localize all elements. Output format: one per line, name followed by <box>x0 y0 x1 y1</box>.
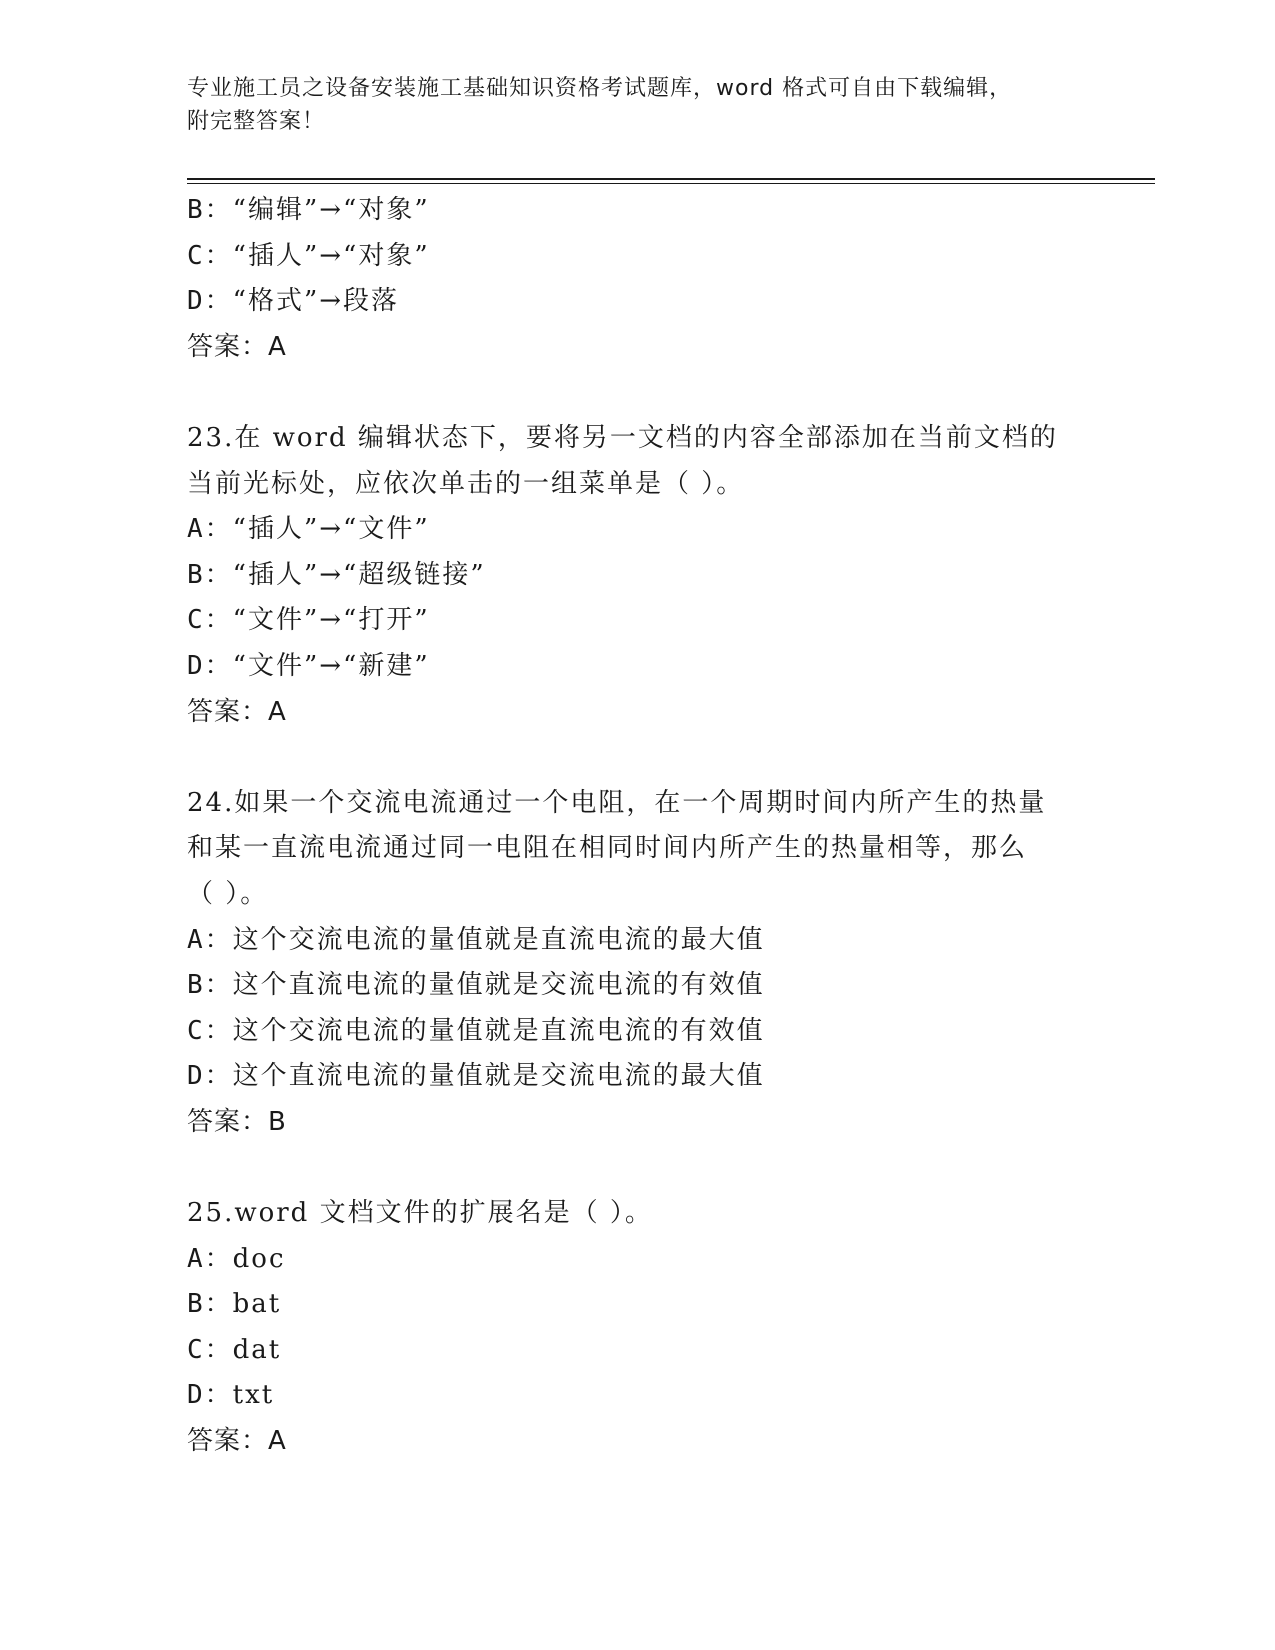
option-label: D： <box>187 1380 233 1411</box>
option-label: C： <box>187 1015 233 1046</box>
question-stem-line: 当前光标处，应依次单击的一组菜单是（ ）。 <box>187 468 745 499</box>
spacer <box>187 370 1087 416</box>
header-divider-thick <box>187 178 1155 180</box>
option-line <box>187 553 1087 599</box>
option-text: “插人”→“文件” <box>232 514 430 545</box>
question-25 <box>187 1191 1087 1465</box>
option-label: D： <box>187 650 233 681</box>
question-stem-line: 23.在 word 编辑状态下，要将另一文档的内容全部添加在当前文档的 <box>187 422 1058 453</box>
option-line <box>187 1373 1087 1419</box>
option-line <box>187 507 1087 553</box>
option-line <box>187 234 1087 280</box>
question-stem-line: （ ）。 <box>187 878 269 909</box>
option-label: C： <box>187 240 233 271</box>
option-line <box>187 188 1087 234</box>
option-label: B： <box>187 1289 233 1320</box>
option-text: “文件”→“新建” <box>232 650 430 681</box>
spacer <box>187 1145 1087 1191</box>
option-text: bat <box>232 1289 282 1320</box>
option-text: “格式”→段落 <box>232 286 400 317</box>
option-label: B： <box>187 970 233 1001</box>
option-text: 这个直流电流的量值就是交流电流的有效值 <box>232 970 765 1001</box>
option-label: A： <box>187 924 233 955</box>
option-line <box>187 1054 1087 1100</box>
option-line <box>187 1009 1087 1055</box>
option-text: “插人”→“对象” <box>232 240 430 271</box>
option-line <box>187 598 1087 644</box>
option-text: 这个交流电流的量值就是直流电流的最大值 <box>232 924 765 955</box>
question-stem-line: 25.word 文档文件的扩展名是（ ）。 <box>187 1198 653 1229</box>
option-label: A： <box>187 514 233 545</box>
option-line <box>187 279 1087 325</box>
option-text: “文件”→“打开” <box>232 605 430 636</box>
option-label: C： <box>187 605 233 636</box>
option-label: C： <box>187 1334 233 1365</box>
option-line <box>187 1328 1087 1374</box>
option-text: txt <box>232 1380 275 1411</box>
document-header <box>187 72 1087 138</box>
answer-line: 答案：A <box>187 696 287 727</box>
option-label: D： <box>187 1061 233 1092</box>
question-list <box>187 188 1087 1465</box>
spacer <box>187 735 1087 781</box>
question-stem-line: 24.如果一个交流电流通过一个电阻，在一个周期时间内所产生的热量 <box>187 787 1047 818</box>
option-text: “插人”→“超级链接” <box>232 559 486 590</box>
question-23 <box>187 416 1087 735</box>
option-line <box>187 1282 1087 1328</box>
option-text: 这个交流电流的量值就是直流电流的有效值 <box>232 1015 765 1046</box>
option-label: D： <box>187 286 233 317</box>
option-text: dat <box>232 1334 282 1365</box>
option-line <box>187 963 1087 1009</box>
question-stem-line: 和某一直流电流通过同一电阻在相同时间内所产生的热量相等，那么 <box>187 833 1028 864</box>
header-title-line-1: 专业施工员之设备安装施工基础知识资格考试题库，word 格式可自由下载编辑， <box>187 76 1013 101</box>
option-line <box>187 1237 1087 1283</box>
option-line <box>187 644 1087 690</box>
option-text: “编辑”→“对象” <box>232 195 430 225</box>
answer-line: 答案：B <box>187 1106 287 1137</box>
header-divider-thin <box>187 183 1155 184</box>
header-title-line-2: 附完整答案！ <box>187 109 326 134</box>
option-line <box>187 918 1087 964</box>
option-label: B： <box>187 195 233 225</box>
option-text: doc <box>232 1243 286 1274</box>
option-label: B： <box>187 559 233 590</box>
answer-line: 答案：A <box>187 1426 287 1457</box>
option-text: 这个直流电流的量值就是交流电流的最大值 <box>232 1061 765 1092</box>
question-24 <box>187 781 1087 1146</box>
question-fragment <box>187 188 1087 370</box>
answer-line: 答案：A <box>187 331 287 362</box>
option-label: A： <box>187 1243 233 1274</box>
